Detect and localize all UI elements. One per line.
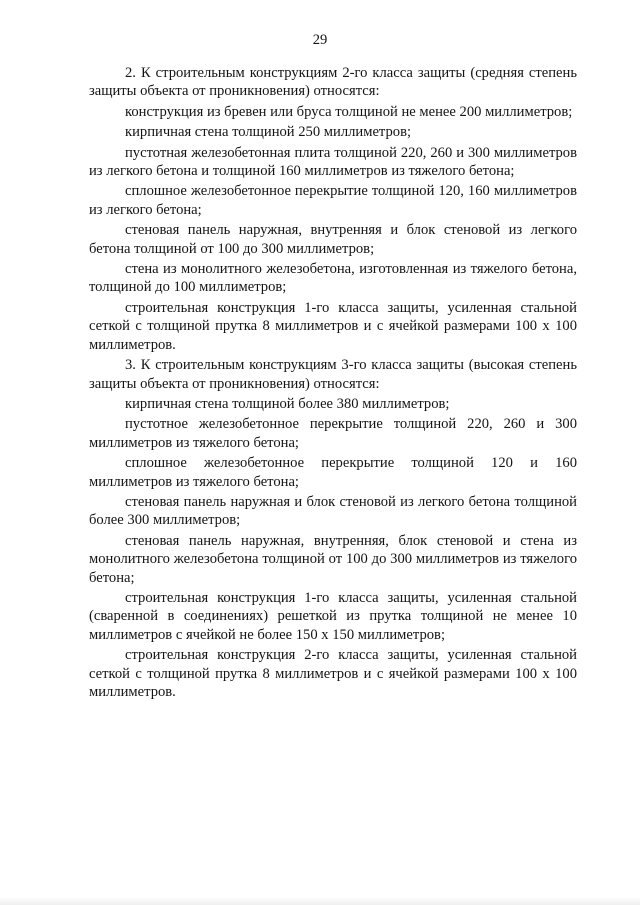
- list-item-class2-reinforced-mesh: строительная конструкция 2-го класса защиты, усиленная стальной сеткой с толщиной прутка 8 миллиметров и с ячейкой размерами 100 х 100 миллиметров.: [89, 647, 577, 700]
- list-item-class1-reinforced-mesh: строительная конструкция 1-го класса защиты, усиленная стальной сеткой с толщиной прутка 8 миллиметров и с ячейкой размерами 100 х 100 миллиметров.: [89, 299, 577, 353]
- list-item-brick-wall-250: кирпичная стена толщиной 250 миллиметров;: [125, 124, 412, 141]
- list-item-wall-panel-300: стеновая панель наружная и блок стеновой из легкого бетона толщиной более 300 миллиметров;: [89, 493, 577, 529]
- list-item-solid-slab-light: сплошное железобетонное перекрытие толщиной 120, 160 миллиметров из легкого бетона;: [89, 183, 577, 218]
- list-item-wall-panel-light: стеновая панель наружная, внутренняя и блок стеновой из легкого бетона толщиной от 100 до 300 миллиметров;: [89, 222, 577, 257]
- list-item-wall-panel-heavy: стеновая панель наружная, внутренняя, блок стеновой и стена из монолитного железобетона толщиной от 100 до 300 миллиметров из тяжелого бетона;: [89, 532, 577, 586]
- list-item-hollow-slab-light: пустотная железобетонная плита толщиной 220, 260 и 300 миллиметров из легкого бетона и толщиной 160 миллиметров из тяжелого бетона;: [89, 144, 577, 180]
- document-body: [89, 64, 577, 703]
- list-item-class1-reinforced-grid: строительная конструкция 1-го класса защиты, усиленная стальной (сваренной в соединениях) решеткой из прутка толщиной не менее 10 миллиметров с ячейкой не более 150 х 150 миллиметров;: [89, 589, 577, 643]
- page-number: 29: [312, 32, 328, 48]
- list-item-hollow-floor-heavy: пустотное железобетонное перекрытие толщиной 220, 260 и 300 миллиметров из тяжелого бетона;: [89, 416, 577, 451]
- scan-edge: [0, 897, 640, 905]
- paragraph-class3-heading: 3. К строительным конструкциям 3-го класса защиты (высокая степень защиты объекта от проникновения) относятся:: [89, 357, 577, 392]
- paragraph-class2-heading: 2. К строительным конструкциям 2-го класса защиты (средняя степень защиты объекта от проникновения) относятся:: [89, 65, 577, 100]
- list-item-solid-floor-heavy: сплошное железобетонное перекрытие толщиной 120 и 160 миллиметров из тяжелого бетона;: [89, 455, 577, 490]
- list-item-brick-wall-380: кирпичная стена толщиной более 380 миллиметров;: [125, 395, 450, 412]
- list-item-monolithic-wall: стена из монолитного железобетона, изготовленная из тяжелого бетона, толщиной до 100 миллиметров;: [89, 261, 577, 296]
- list-item-log-construction: конструкция из бревен или бруса толщиной не менее 200 миллиметров;: [125, 103, 573, 120]
